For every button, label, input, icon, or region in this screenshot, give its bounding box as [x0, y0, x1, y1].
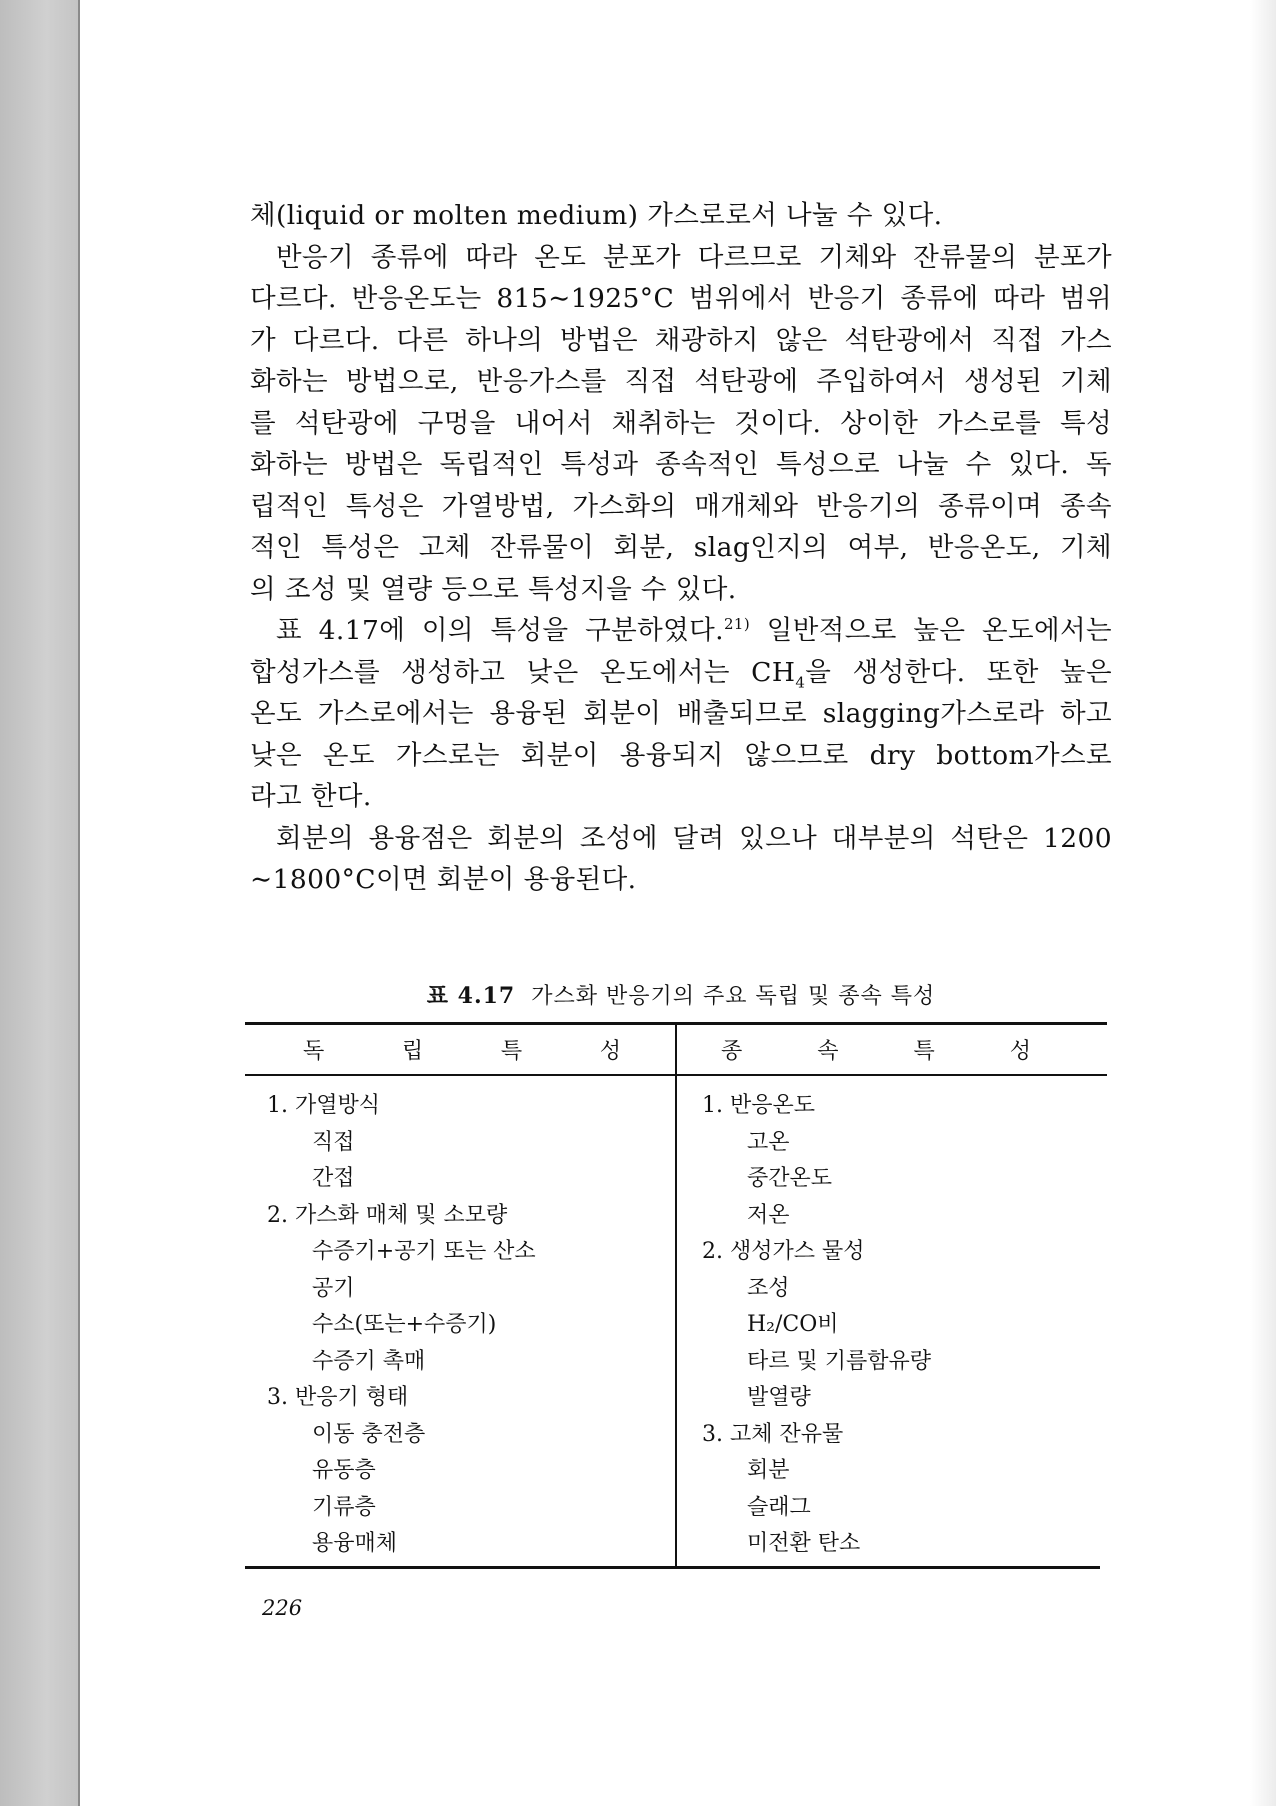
text-segment: 을 생성한다. 또한 높은 — [805, 656, 1112, 688]
text-segment: 표 4.17에 이의 특성을 구분하였다. — [276, 615, 724, 646]
text-segment: 합성가스를 생성하고 낮은 온도에서는 CH — [250, 656, 796, 688]
header-dependent — [721, 1034, 1031, 1065]
table-sub-item: 회분 — [747, 1458, 790, 1483]
table-sub-item: H₂/CO비 — [747, 1312, 839, 1337]
paragraph-2 — [250, 237, 1112, 611]
text-line: 다르다. 반응온도는 815∼1925°C 범위에서 반응기 종류에 따라 범위 — [250, 283, 1112, 314]
text-line — [250, 652, 1112, 694]
text-line: 화하는 방법은 독립적인 특성과 종속적인 특성으로 나눌 수 있다. 독 — [250, 449, 1112, 480]
text-line: 반응기 종류에 따라 온도 분포가 다르므로 기체와 잔류물의 분포가 — [276, 241, 1112, 273]
body-text — [250, 195, 1112, 901]
header-char: 성 — [599, 1039, 621, 1064]
table-caption — [250, 979, 1112, 1010]
table-sub-item: 타르 및 기름함유량 — [747, 1348, 932, 1374]
table-category: 1. 가열방식 — [267, 1093, 380, 1118]
table-sub-item: 이동 충전층 — [312, 1421, 426, 1447]
table-sub-item: 슬래그 — [747, 1494, 811, 1520]
text-line: 체(liquid or molten medium) 가스로로서 나눌 수 있다. — [250, 200, 943, 231]
header-char: 립 — [401, 1039, 424, 1064]
table-category: 3. 고체 잔유물 — [702, 1421, 844, 1447]
dependent-column — [702, 1088, 931, 1563]
table-sub-item: 기류층 — [312, 1494, 376, 1520]
table-sub-item: 수증기 촉매 — [312, 1348, 426, 1374]
header-independent — [303, 1034, 621, 1065]
text-line: 낮은 온도 가스로는 회분이 용융되지 않으므로 dry bottom가스로 — [250, 739, 1112, 771]
text-line: 회분의 용융점은 회분의 조성에 달려 있으나 대부분의 석탄은 1200 — [276, 822, 1112, 854]
table-sub-item: 저온 — [747, 1202, 790, 1228]
table-sub-item: 유동층 — [312, 1458, 376, 1483]
book-spine — [0, 0, 78, 1806]
table-column-divider — [675, 1025, 677, 1567]
paragraph-1 — [250, 195, 1112, 237]
header-char: 독 — [303, 1039, 325, 1064]
page-number: 226 — [262, 1596, 303, 1620]
text-segment: 일반적으로 높은 온도에서는 — [750, 615, 1112, 646]
text-line: 라고 한다. — [250, 781, 372, 812]
table-sub-item: 미전환 탄소 — [747, 1531, 861, 1556]
header-char: 속 — [817, 1039, 839, 1064]
paragraph-4 — [250, 818, 1112, 901]
table-sub-item: 간접 — [312, 1166, 355, 1191]
table-sub-item: 고온 — [747, 1129, 790, 1155]
text-line: 적인 특성은 고체 잔류물이 회분, slag인지의 여부, 반응온도, 기체 — [250, 532, 1112, 563]
text-line — [250, 610, 1112, 652]
text-line: 가 다르다. 다른 하나의 방법은 채광하지 않은 석탄광에서 직접 가스 — [250, 324, 1112, 356]
subscript: 4 — [795, 672, 806, 691]
paragraph-3 — [250, 610, 1112, 818]
text-line: 립적인 특성은 가열방법, 가스화의 매개체와 반응기의 종류이며 종속 — [250, 490, 1112, 522]
table-sub-item: 공기 — [312, 1275, 355, 1301]
text-line: ∼1800°C이면 회분이 용융된다. — [250, 864, 637, 895]
text-line: 의 조성 및 열량 등으로 특성지을 수 있다. — [250, 573, 737, 605]
table-bottom-rule — [245, 1566, 1100, 1569]
table-number: 표 4.17 — [426, 983, 516, 1009]
header-char: 특 — [500, 1039, 523, 1064]
table-sub-item: 발열량 — [747, 1385, 811, 1410]
text-line: 화하는 방법으로, 반응가스를 직접 석탄광에 주입하여서 생성된 기체 — [250, 366, 1112, 397]
table-sub-item: 조성 — [747, 1275, 790, 1301]
table-title: 가스화 반응기의 주요 독립 및 종속 특성 — [531, 984, 936, 1009]
characteristics-table — [245, 1018, 1107, 1573]
text-line: 온도 가스로에서는 용융된 회분이 배출되므로 slagging가스로라 하고 — [250, 698, 1112, 729]
header-char: 성 — [1009, 1039, 1031, 1064]
spine-edge — [78, 0, 80, 1806]
table-category: 1. 반응온도 — [702, 1093, 815, 1118]
independent-column — [267, 1088, 536, 1563]
header-char: 특 — [913, 1039, 935, 1064]
table-sub-item: 용융매체 — [312, 1531, 398, 1556]
table-category: 2. 생성가스 물성 — [702, 1239, 865, 1264]
table-sub-item: 직접 — [312, 1129, 355, 1155]
text-line: 를 석탄광에 구멍을 내어서 채취하는 것이다. 상이한 가스로를 특성 — [250, 407, 1112, 439]
table-sub-item: 중간온도 — [747, 1166, 833, 1191]
table-sub-item: 수증기+공기 또는 산소 — [312, 1239, 536, 1264]
table-sub-item: 수소(또는+수증기) — [312, 1312, 497, 1337]
table-category: 2. 가스화 매체 및 소모량 — [267, 1202, 508, 1228]
table-category: 3. 반응기 형태 — [267, 1385, 409, 1410]
header-char: 종 — [721, 1039, 743, 1064]
page-right-edge — [1250, 0, 1276, 1806]
reference-superscript: 21) — [723, 615, 751, 634]
